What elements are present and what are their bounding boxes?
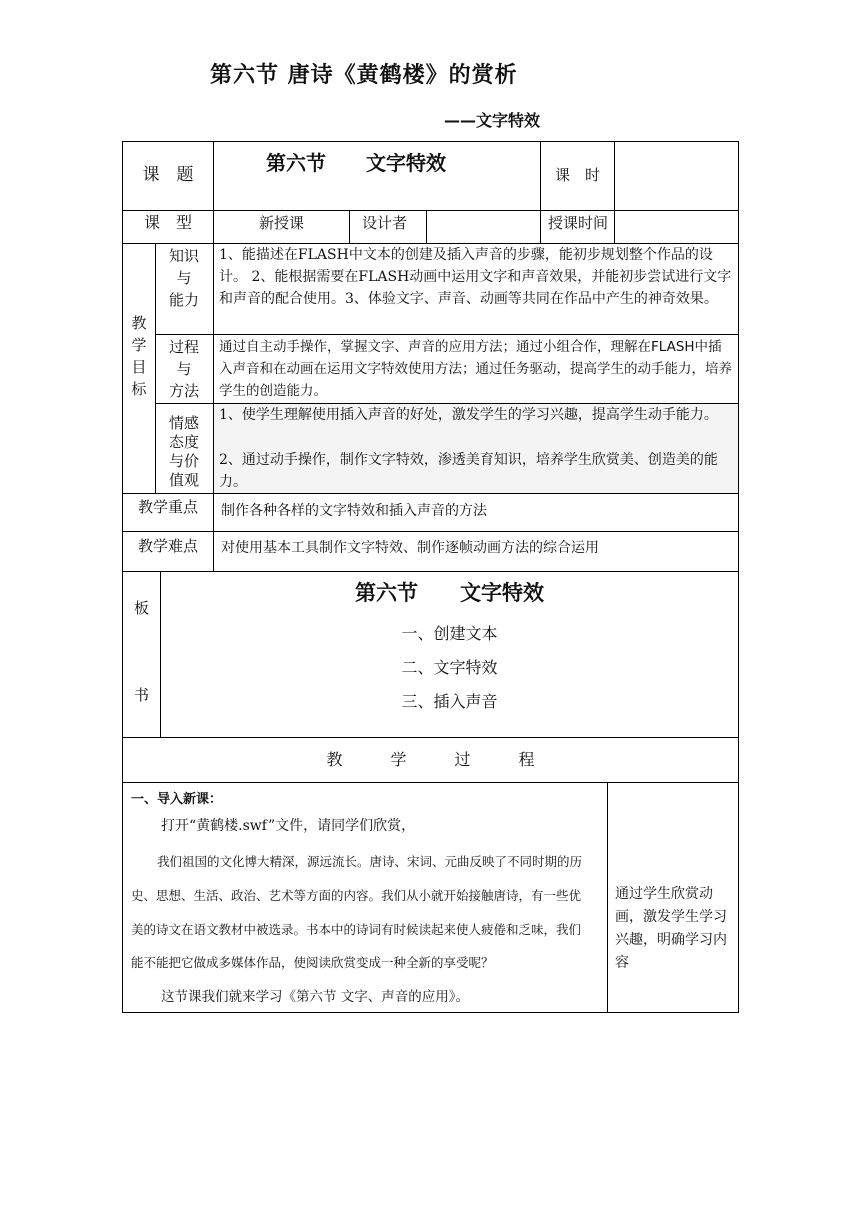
difficulties-text: 对使用基本工具制作文字特效、制作逐帧动画方法的综合运用 (221, 540, 599, 556)
key-points-text: 制作各种各样的文字特效和插入声音的方法 (221, 503, 487, 519)
intro-para-2: 史、思想、生活、政治、艺术等方面的内容。我们从小就开始接触唐诗，有一些优 (131, 888, 582, 903)
board-item-1: 一、创建文本 (401, 624, 498, 643)
process-label: 过程 与 方法 (168, 338, 199, 400)
type-value: 新授课 (258, 214, 304, 232)
emotion-text-1: 1、使学生理解使用插入声音的好处，激发学生的学习兴趣，提高学生动手能力。 (219, 407, 718, 423)
topic-value: 第六节 文字特效 (266, 151, 446, 175)
objectives-label: 教 学 目 标 (131, 314, 147, 398)
key-points-label: 教学重点 (137, 498, 198, 516)
difficulties-label: 教学难点 (137, 537, 198, 555)
intro-para-3: 美的诗文在语文教材中被选录。书本中的诗词有时候读起来使人疲倦和乏味，我们 (131, 922, 582, 937)
intro-closing: 这节课我们就来学习《第六节 文字、声音的应用》。 (161, 989, 470, 1005)
hours-label: 课 时 (554, 166, 600, 184)
process-header: 教 学 过 程 (326, 750, 535, 769)
emotion-text-2: 2、通过动手操作，制作文字特效，渗透美育知识，培养学生欣赏美、创造美的能力。 (219, 452, 718, 490)
board-heading: 第六节 文字特效 (355, 581, 544, 605)
page-title: 第六节 唐诗《黄鹤楼》的赏析 (210, 63, 518, 88)
intro-para-4: 能不能把它做成多媒体作品，使阅读欣赏变成一种全新的享受呢？ (131, 955, 494, 970)
time-label: 授课时间 (548, 214, 609, 232)
knowledge-text: 1、能描述在FLASH中文本的创建及插入声音的步骤，能初步规划整个作品的设计。 2、能根据需要在FLASH动画中运用文字和声音效果，并能初步尝试进行文字和声音的配合使用。3、体验文字、声音、动画等共同在作品中产生的神奇效果。 (219, 247, 732, 307)
board-label-top: 板 (133, 599, 149, 617)
board-item-2: 二、文字特效 (401, 658, 498, 677)
intro-note: 通过学生欣赏动画，激发学生学习兴趣，明确学习内容 (615, 886, 727, 971)
board-item-3: 三、插入声音 (401, 692, 498, 711)
intro-line1: 打开“黄鹤楼.swf”文件，请同学们欣赏， (161, 818, 416, 834)
process-text: 通过自主动手操作，掌握文字、声音的应用方法；通过小组合作，理解在FLASH中插入声音和在动画在运用文字特效使用方法；通过任务驱动，提高学生的动手能力，培养学生的创造能力。 (219, 339, 732, 399)
intro-para-1: 我们祖国的文化博大精深，源远流长。唐诗、宋词、元曲反映了不同时期的历 (157, 854, 583, 869)
topic-label: 课 题 (142, 165, 194, 185)
page-subtitle: ——文字特效 (444, 111, 541, 130)
board-label-bottom: 书 (133, 686, 149, 704)
intro-heading: 一、导入新课： (131, 792, 223, 807)
type-label: 课 型 (143, 213, 192, 232)
knowledge-label: 知识 与 能力 (168, 247, 199, 309)
designer-label: 设计者 (362, 214, 408, 232)
emotion-label: 情感 态度 与价 值观 (168, 414, 199, 489)
